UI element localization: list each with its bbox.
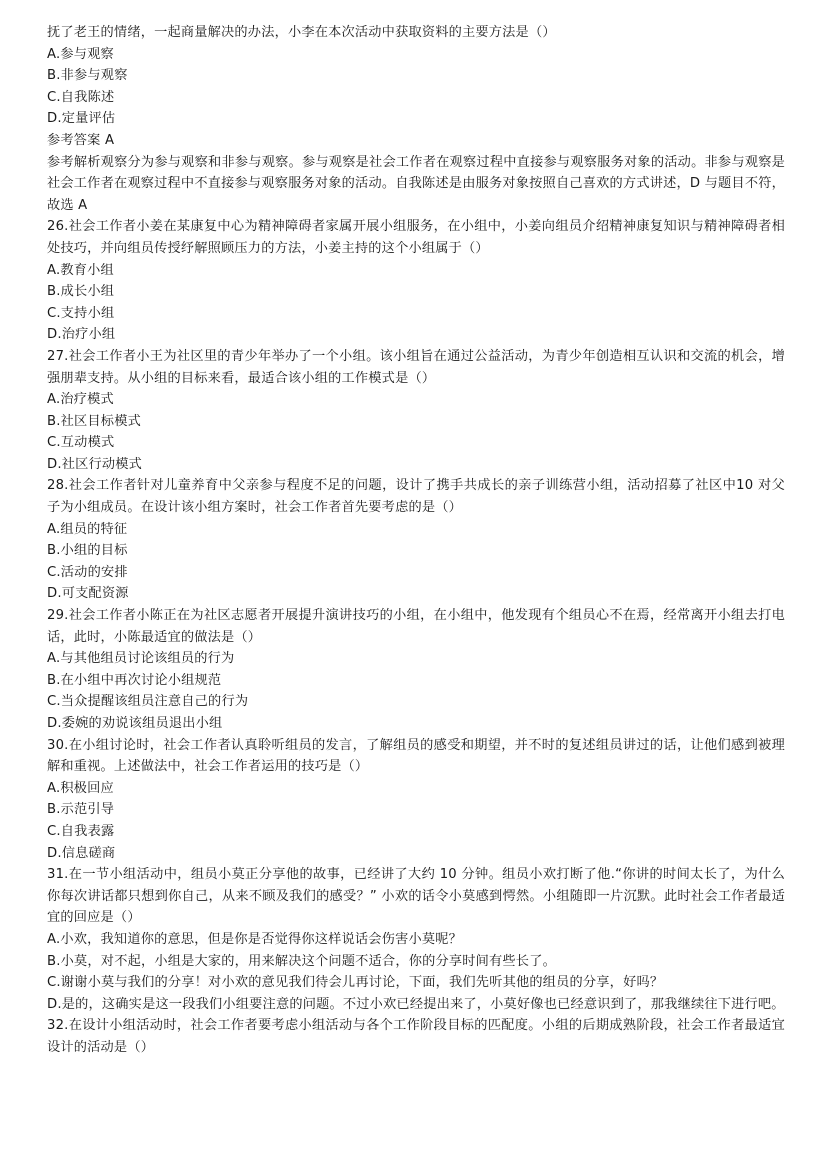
- option-c: C.活动的安排: [47, 564, 128, 580]
- option-a: A.小欢，我知道你的意思，但是你是否觉得你这样说话会伤害小莫呢？: [47, 931, 463, 947]
- option-b: B.小组的目标: [47, 543, 128, 559]
- option-b: B.小莫，对不起，小组是大家的，用来解决这个问题不适合，你的分享时间有些长了。: [47, 953, 556, 969]
- question-stem-tail: 抚了老王的情绪，一起商量解决的办法，小李在本次活动中获取资料的主要方法是（）: [47, 25, 556, 40]
- option-d: D.社区行动模式: [47, 456, 143, 472]
- question-28: [47, 475, 785, 605]
- question-32: [47, 1015, 785, 1058]
- option-b: B.示范引导: [47, 802, 115, 818]
- option-a: A.教育小组: [47, 262, 114, 278]
- question-27: [47, 346, 785, 476]
- option-b: B.非参与观察: [47, 68, 128, 84]
- option-d: D.治疗小组: [47, 327, 116, 343]
- option-a: A.积极回应: [47, 780, 114, 796]
- question-stem: 31.在一节小组活动中，组员小莫正分享他的故事，已经讲了大约 10 分钟。组员小欢打断了他.“你讲的时间太长了，为什么你每次讲话都只想到你自己，从来不顾及我们的感受？” 小欢的话令小莫感到愕然。小组随即一片沉默。此时社会工作者最适宜的回应是（）: [47, 867, 785, 926]
- option-c: C.支持小组: [47, 305, 115, 321]
- option-d: D.信息磋商: [47, 845, 116, 861]
- question-stem: 30.在小组讨论时，社会工作者认真聆听组员的发言，了解组员的感受和期望，并不时的复述组员讲过的话，让他们感到被理解和重视。上述做法中，社会工作者运用的技巧是（）: [47, 737, 785, 775]
- question-stem: 32.在设计小组活动时，社会工作者要考虑小组活动与各个工作阶段目标的匹配度。小组的后期成熟阶段，社会工作者最适宜设计的活动是（）: [47, 1018, 785, 1055]
- question-25-continuation: [47, 22, 785, 216]
- question-stem: 28.社会工作者针对儿童养育中父亲参与程度不足的问题，设计了携手共成长的亲子训练营小组，活动招募了社区中10 对父子为小组成员。在设计该小组方案时，社会工作者首先要考虑的是（）: [47, 478, 785, 516]
- option-a: A.与其他组员讨论该组员的行为: [47, 651, 235, 667]
- option-a: A.治疗模式: [47, 392, 114, 408]
- question-stem: 26.社会工作者小姜在某康复中心为精神障碍者家属开展小组服务，在小组中，小姜向组员介绍精神康复知识与精神障碍者相处技巧，并向组员传授纾解照顾压力的方法，小姜主持的这个小组属于（）: [47, 219, 785, 256]
- question-31: [47, 864, 785, 1015]
- option-c: C.自我表露: [47, 823, 115, 839]
- question-29: [47, 605, 785, 735]
- question-stem: 27.社会工作者小王为社区里的青少年举办了一个小组。该小组旨在通过公益活动，为青少年创造相互认识和交流的机会，增强朋辈支持。从小组的目标来看，最适合该小组的工作模式是（）: [47, 348, 785, 386]
- option-d: D.是的，这确实是这一段我们小组要注意的问题。不过小欢已经提出来了，小莫好像也已经意识到了，那我继续往下进行吧。: [47, 996, 785, 1012]
- option-c: C.当众提醒该组员注意自己的行为: [47, 694, 249, 710]
- option-a: A.组员的特征: [47, 521, 128, 537]
- option-c: C.自我陈述: [47, 89, 115, 105]
- option-c: C.谢谢小莫与我们的分享！对小欢的意见我们待会儿再讨论，下面，我们先听其他的组员的分享，好吗？: [47, 975, 664, 991]
- option-b: B.社区目标模式: [47, 413, 141, 429]
- reference-answer: 参考答案 A: [47, 132, 115, 148]
- reference-analysis: 参考解析观察分为参与观察和非参与观察。参与观察是社会工作者在观察过程中直接参与观察服务对象的活动。非参与观察是社会工作者在观察过程中不直接参与观察服务对象的活动。自我陈述是由服务对象按照自己喜欢的方式讲述，D 与题目不符，故选 A: [47, 154, 785, 213]
- option-b: B.在小组中再次讨论小组规范: [47, 672, 222, 688]
- option-d: D.委婉的劝说该组员退出小组: [47, 716, 223, 731]
- option-d: D.定量评估: [47, 111, 116, 127]
- question-30: [47, 735, 785, 865]
- option-a: A.参与观察: [47, 46, 114, 62]
- question-stem: 29.社会工作者小陈正在为社区志愿者开展提升演讲技巧的小组，在小组中，他发现有个组员心不在焉，经常离开小组去打电话，此时，小陈最适宜的做法是（）: [47, 608, 785, 645]
- option-d: D.可支配资源: [47, 586, 129, 602]
- document-page: [47, 22, 785, 1059]
- question-26: [47, 216, 785, 346]
- option-b: B.成长小组: [47, 284, 115, 300]
- option-c: C.互动模式: [47, 435, 115, 451]
